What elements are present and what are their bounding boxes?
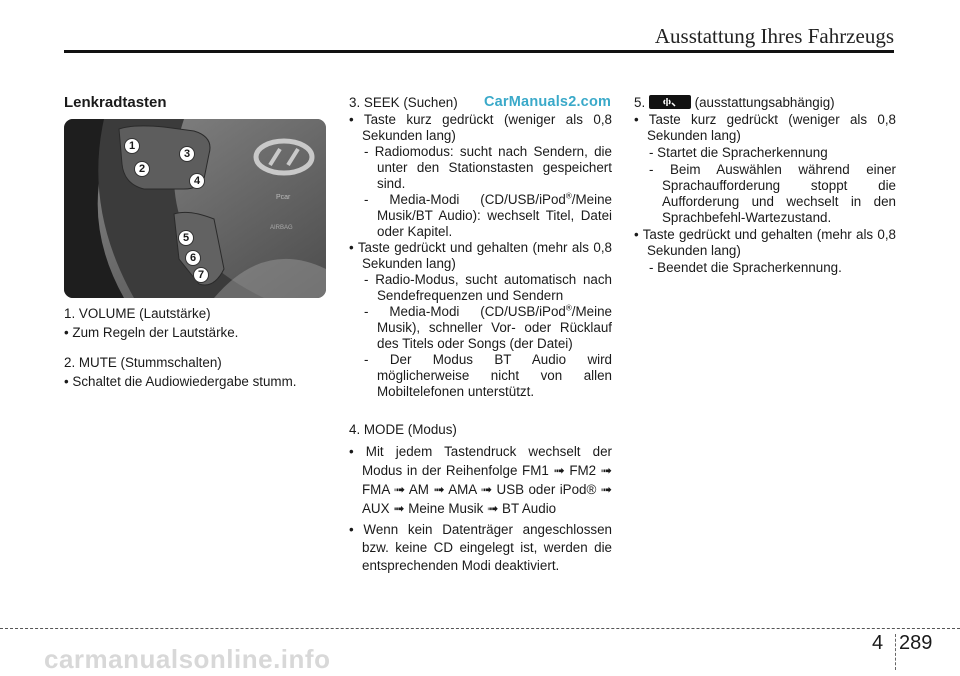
section-title: Ausstattung Ihres Fahrzeugs [654,24,894,48]
voice-short-start: - Startet die Spracherkennung [649,145,828,160]
seek-short-bullet: • Taste kurz gedrückt (weniger als 0,8 Sekunden lang) [349,112,612,143]
item-1-bullet: • Zum Regeln der Lautstärke. [64,325,239,340]
page-number: 289 [899,632,933,654]
seek-long-radio: - Radio-Modus, sucht automatisch nach Sendefrequenzen und Sendern [364,272,612,303]
callout-6: 6 [185,250,201,266]
mode-sequence-bullet: • Mit jedem Tastendruck wechselt der Modus in der Reihenfolge FM1 ➟ FM2 ➟ FMA ➟ AM ➟ AMA ➟ USB oder iPod® ➟ AUX ➟ Meine Musik ➟ BT Audio [349,444,612,516]
callout-2: 2 [134,161,150,177]
column-3 [634,95,896,276]
mode-no-media-bullet: • Wenn kein Datenträger angeschlossen bzw. keine CD eingelegt ist, werden die entsprechenden Modi deaktiviert. [349,522,612,573]
voice-long-end: - Beendet die Spracherkennung. [649,260,842,275]
column-1-text [64,306,326,390]
seek-long-bullet: • Taste gedrückt und gehalten (mehr als 0,8 Sekunden lang) [349,240,612,271]
footer-divider [895,634,896,670]
seek-long-media [349,304,612,352]
section-heading: Lenkradtasten [64,94,167,111]
callout-1: 1 [124,138,140,154]
reg-mark: ® [565,303,572,313]
voice-short-stop: - Beim Auswählen während einer Sprachaufforderung stoppt die Aufforderung und wechselt in den Sprachbefehl-Wartezustand. [649,162,896,225]
text-part: - Media-Modi (CD/USB/iPod [364,304,566,319]
voice-recognition-icon [649,95,691,109]
item-1-title: 1. VOLUME (Lautstärke) [64,306,211,321]
seek-short-media [349,192,612,240]
item-2-bullet: • Schaltet die Audiowiedergabe stumm. [64,374,297,389]
site-watermark: carmanualsonline.info [44,644,331,674]
header-rule [64,50,894,53]
item-5-number: 5. [634,95,646,110]
steering-wheel-photo [64,119,326,298]
column-2 [349,95,612,575]
voice-short-bullet: • Taste kurz gedrückt (weniger als 0,8 Sekunden lang) [634,112,896,143]
callout-5: 5 [178,230,194,246]
text-part: /Meine Musik/BT Audio): wechselt Titel, Datei oder Kapitel. [377,192,612,239]
item-4-title: 4. MODE (Modus) [349,422,457,437]
item-3-title: 3. SEEK (Suchen) [349,95,458,110]
footer-rule [0,628,960,629]
callout-4: 4 [189,173,205,189]
watermark-logo: CarManuals2.com [484,94,612,110]
seek-long-bt-note: - Der Modus BT Audio wird möglicherweise nicht von allen Mobiltelefonen unterstützt. [364,352,612,399]
text-part: /Meine Musik), schneller Vor- oder Rücklauf des Titels oder Songs (der Datei) [377,304,612,351]
callout-7: 7 [193,267,209,283]
voice-long-bullet: • Taste gedrückt und gehalten (mehr als 0,8 Sekunden lang) [634,227,896,258]
item-5-title [634,95,896,111]
callout-3: 3 [179,146,195,162]
column-1 [64,95,326,111]
svg-text:Pcar: Pcar [276,194,291,201]
text-part: - Media-Modi (CD/USB/iPod [364,192,566,207]
reg-mark: ® [565,191,572,201]
seek-short-radio: - Radiomodus: sucht nach Sendern, die unter den Stationstasten gespeichert sind. [364,144,612,191]
chapter-number: 4 [872,632,884,654]
svg-text:AIRBAG: AIRBAG [270,225,293,231]
item-5-note: (ausstattungsabhängig) [694,95,835,110]
item-2-title: 2. MUTE (Stummschalten) [64,355,222,370]
